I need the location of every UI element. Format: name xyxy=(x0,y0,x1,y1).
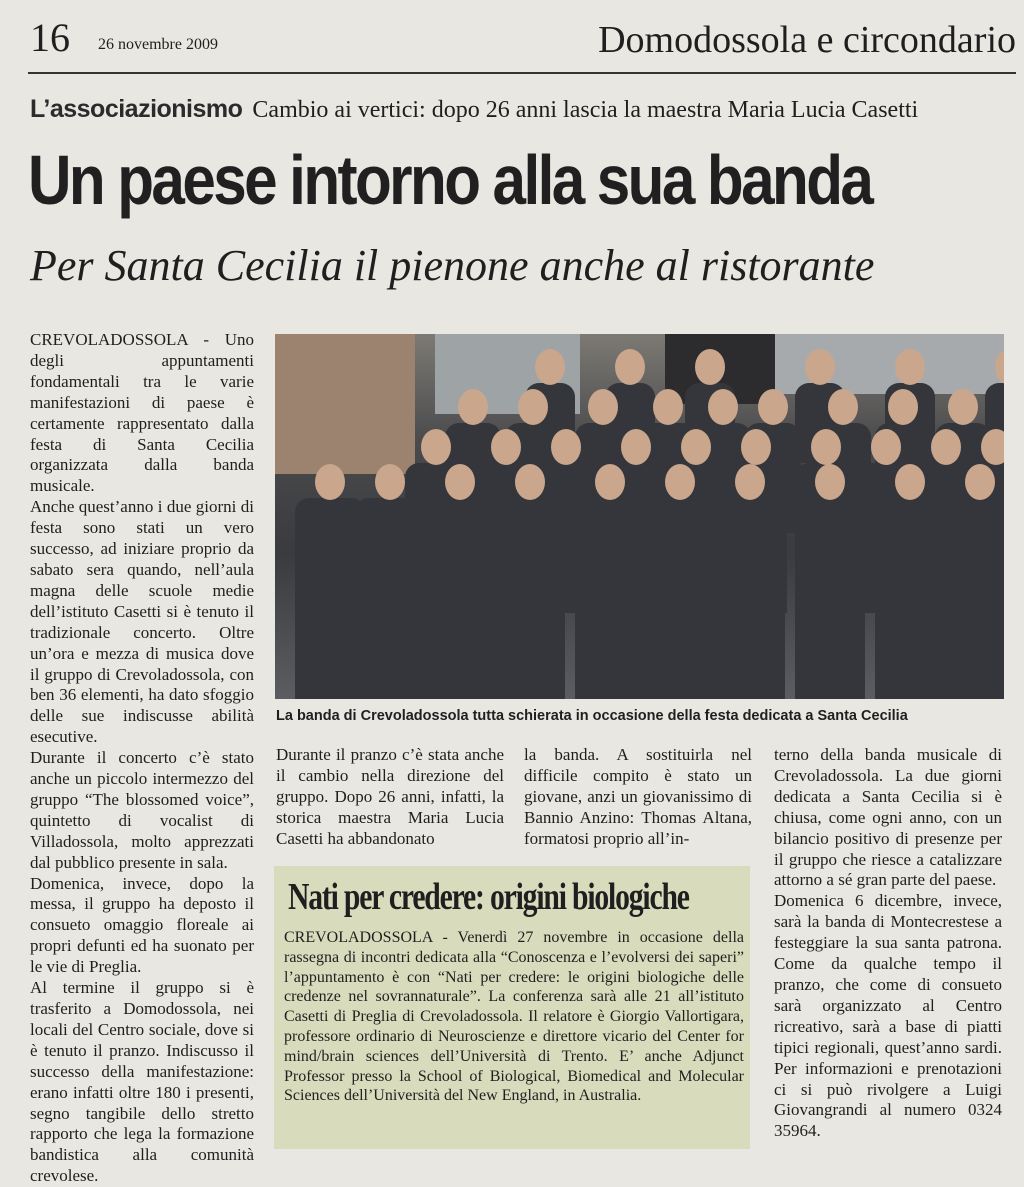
kicker-tag: L’associazionismo xyxy=(30,95,243,123)
band-member-face xyxy=(895,349,925,385)
band-member-face xyxy=(815,464,845,500)
band-member-face xyxy=(615,349,645,385)
band-member-face xyxy=(965,464,995,500)
band-member-face xyxy=(515,464,545,500)
kicker-text: Cambio ai vertici: dopo 26 anni lascia la maestra Maria Lucia Casetti xyxy=(252,97,919,123)
band-member-face xyxy=(458,389,488,425)
paragraph: Domenica, invece, dopo la messa, il gruppo ha deposto il consueto omaggio floreale ai propri defunti ed ha suonato per le vie di Preglia. xyxy=(30,873,254,977)
paragraph: CREVOLADOSSOLA - Venerdì 27 novembre in occasione della rassegna di incontri dedicata alla “Conoscenza e l’evolversi dei saperi” l’appuntamento è con “Nati per credere: le origini biologiche delle credenze nel sovrannaturale”. La conferenza sarà alle 21 all’istituto Casetti di Preglia di Crevoladossola. Il relatore è Giorgio Vallortigara, professore ordinario di Neuroscienze e direttore vicario del Center for mind/brain sciences dell’Università di Trento. E’ anche Adjunct Professor presso la School of Biological, Biomedical and Molecular Sciences dell’Università del New England, in Australia. xyxy=(284,929,744,1105)
band-member xyxy=(875,498,945,699)
band-member-face xyxy=(665,464,695,500)
paragraph: Domenica 6 dicembre, invece, sarà la banda di Montecrestese a festeggiare la sua santa patrona. Come da qualche tempo il pranzo, che come di consueto sarà organizzato al Centro ricreativo, sarà a base di piatti tipici regionali, quest’anno sardi. Per informazioni e prenotazioni ci si può rivolgere a Luigi Giovangrandi al numero 0324 35964. xyxy=(774,891,1002,1141)
band-member-face xyxy=(741,429,771,465)
band-member xyxy=(425,498,495,699)
band-member-face xyxy=(535,349,565,385)
band-member-face xyxy=(491,429,521,465)
article-column-4 xyxy=(774,745,1002,1142)
band-member xyxy=(715,498,785,699)
band-member-face xyxy=(895,464,925,500)
band-member-face xyxy=(981,429,1004,465)
band-member xyxy=(355,498,425,699)
section-title: Domodossola e circondario xyxy=(598,19,1016,61)
header-rule xyxy=(28,72,1016,74)
paragraph: Durante il concerto c’è stato anche un piccolo intermezzo del gruppo “The blossomed voice”, quintetto di vocalist di Villadossola, molto apprezzati dal pubblico presente in sala. xyxy=(30,748,254,872)
band-member-face xyxy=(931,429,961,465)
band-member-face xyxy=(445,464,475,500)
paragraph: la banda. A sostituirla nel difficile compito è stato un giovane, anzi un giovanissimo di Bannio Anzino: Thomas Altana, formatosi proprio all’in- xyxy=(524,745,752,848)
band-member-face xyxy=(421,429,451,465)
band-member xyxy=(945,498,1004,699)
band-member-face xyxy=(681,429,711,465)
band-member-face xyxy=(375,464,405,500)
box-title: Nati per credere: origini biologiche xyxy=(288,876,689,918)
band-member-face xyxy=(758,389,788,425)
band-member xyxy=(575,498,645,699)
band-member-face xyxy=(595,464,625,500)
band-member-face xyxy=(811,429,841,465)
page-number: 16 xyxy=(30,15,70,60)
photo-caption: La banda di Crevoladossola tutta schierata in occasione della festa dedicata a Santa Cecilia xyxy=(276,708,908,724)
article-column-2 xyxy=(276,745,504,850)
band-member-face xyxy=(871,429,901,465)
paragraph: CREVOLADOSSOLA - Uno degli appuntamenti fondamentali tra le varie manifestazioni di paese è certamente rappresentato dalla festa di Santa Cecilia organizzata dalla banda musicale. xyxy=(30,330,254,496)
band-member-face xyxy=(828,389,858,425)
box-body xyxy=(284,928,744,1106)
issue-date: 26 novembre 2009 xyxy=(98,36,218,53)
band-photo xyxy=(275,334,1004,699)
photo-wall xyxy=(275,334,415,474)
band-member-face xyxy=(708,389,738,425)
band-member-face xyxy=(518,389,548,425)
kicker xyxy=(30,95,918,124)
subheadline: Per Santa Cecilia il pienone anche al ristorante xyxy=(30,241,875,290)
article-column-3 xyxy=(524,745,752,850)
band-member-face xyxy=(653,389,683,425)
band-member-face xyxy=(695,349,725,385)
band-member-face xyxy=(551,429,581,465)
paragraph: Anche quest’anno i due giorni di festa sono stati un vero successo, ad iniziare proprio da sabato sera quando, nell’aula magna delle scuole medie dell’istituto Casetti si è tenuto il tradizionale concerto. Oltre un’ora e mezza di musica dove il gruppo di Crevoladossola, con ben 36 elementi, ha dato sfoggio delle sue indiscusse abilità esecutive. xyxy=(30,497,254,747)
sidebar-box xyxy=(274,866,750,1149)
band-member xyxy=(795,498,865,699)
band-member xyxy=(495,498,565,699)
band-member-face xyxy=(948,389,978,425)
paragraph: Al termine il gruppo si è trasferito a Domodossola, nei locali del Centro sociale, dove si è tenuto il pranzo. Indiscusso il successo della manifestazione: erano infatti oltre 180 i presenti, segno tangibile dello stretto rapporto che lega la formazione bandistica alla comunità crevolese. xyxy=(30,978,254,1186)
band-member-face xyxy=(315,464,345,500)
paragraph: Durante il pranzo c’è stata anche il cambio nella direzione del gruppo. Dopo 26 anni, infatti, la storica maestra Maria Lucia Casetti ha abbandonato xyxy=(276,745,504,848)
paragraph: terno della banda musicale di Crevoladossola. La due giorni dedicata a Santa Cecilia si è chiusa, come ogni anno, con un bilancio positivo di presenze per il gruppo che riesce a catalizzare attorno a sé gran parte del paese. xyxy=(774,745,1002,890)
article-column-1 xyxy=(30,330,254,1187)
band-member-face xyxy=(735,464,765,500)
band-member-face xyxy=(888,389,918,425)
band-member-face xyxy=(805,349,835,385)
band-member-face xyxy=(588,389,618,425)
band-member xyxy=(645,498,715,699)
headline: Un paese intorno alla sua banda xyxy=(28,141,872,219)
band-member-face xyxy=(621,429,651,465)
